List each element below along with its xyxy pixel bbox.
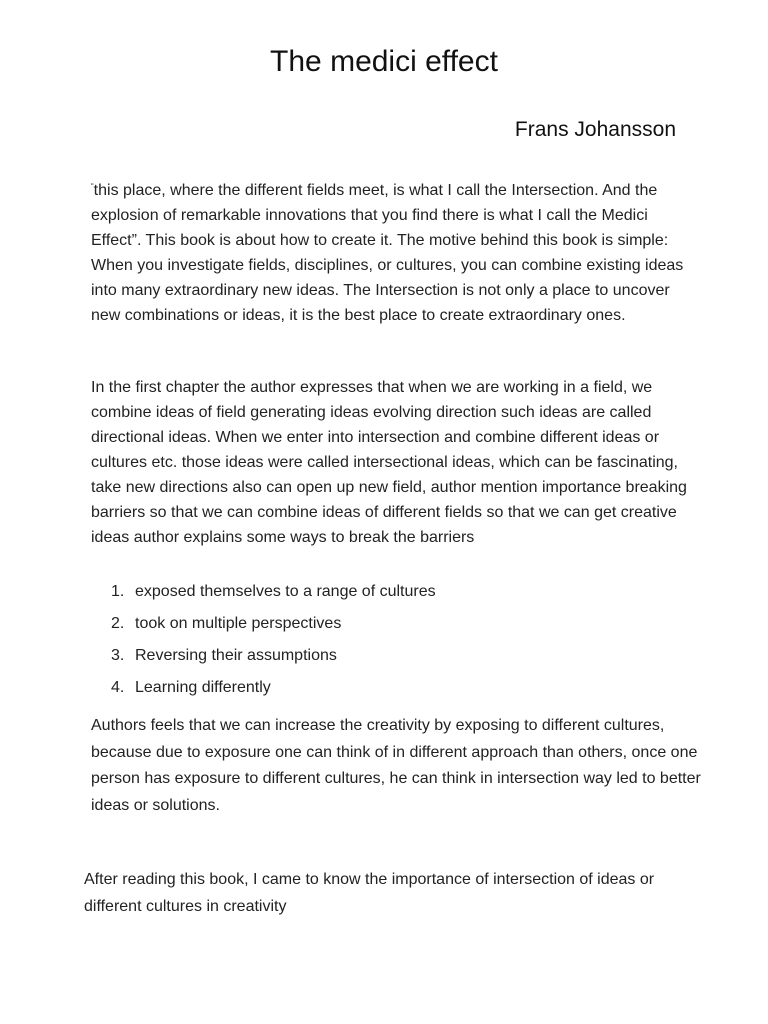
list-item-number: 3. (111, 647, 125, 664)
list-item (111, 578, 436, 610)
conclusion-paragraph: After reading this book, I came to know the importance of intersection of ideas or different cultures in creativity (84, 871, 655, 915)
intro-paragraph (91, 174, 701, 328)
list-item-number: 4. (111, 679, 125, 696)
list-item-text: exposed themselves to a range of cultures (135, 583, 436, 600)
list-item (111, 674, 436, 706)
creativity-paragraph: Authors feels that we can increase the creativity by exposing to different cultures, because due to exposure one can think of in different approach than others, once one person has exposure to different cultures, he can think in intersection way led to better ideas or solutions. (91, 717, 701, 814)
page-title: The medici effect (270, 45, 498, 78)
chapter-summary-paragraph: In the first chapter the author expresses that when we are working in a field, we combine ideas of field generating ideas evolving direction such ideas are called directional ideas. When we enter into intersection and combine different ideas or cultures etc. those ideas were called intersectional ideas, which can be fascinating, take new directions also can open up new field, author mention importance breaking barriers so that we can combine ideas of different fields so that we can get creative ideas author explains some ways to break the barriers (91, 379, 687, 546)
list-item-text: Learning differently (135, 679, 271, 696)
intro-paragraph-text: this place, where the different fields meet, is what I call the Intersection. And the explosion of remarkable innovations that you find there is what I call the Medici Effect”. This book is about how to create it. The motive behind this book is simple: When you investigate fields, disciplines, or cultures, you can combine existing ideas into many extraordinary new ideas. The Intersection is not only a place to uncover new combinations or ideas, it is the best place to create extraordinary ones. (91, 182, 684, 324)
list-item-number: 1. (111, 583, 125, 600)
list-item (111, 642, 436, 674)
list-item-number: 2. (111, 615, 125, 632)
list-item-text: Reversing their assumptions (135, 647, 337, 664)
opening-quote-mark: “ (91, 182, 94, 191)
barrier-list (111, 578, 436, 706)
list-item-text: took on multiple perspectives (135, 615, 342, 632)
author-name: Frans Johansson (514, 118, 676, 141)
list-item (111, 610, 436, 642)
